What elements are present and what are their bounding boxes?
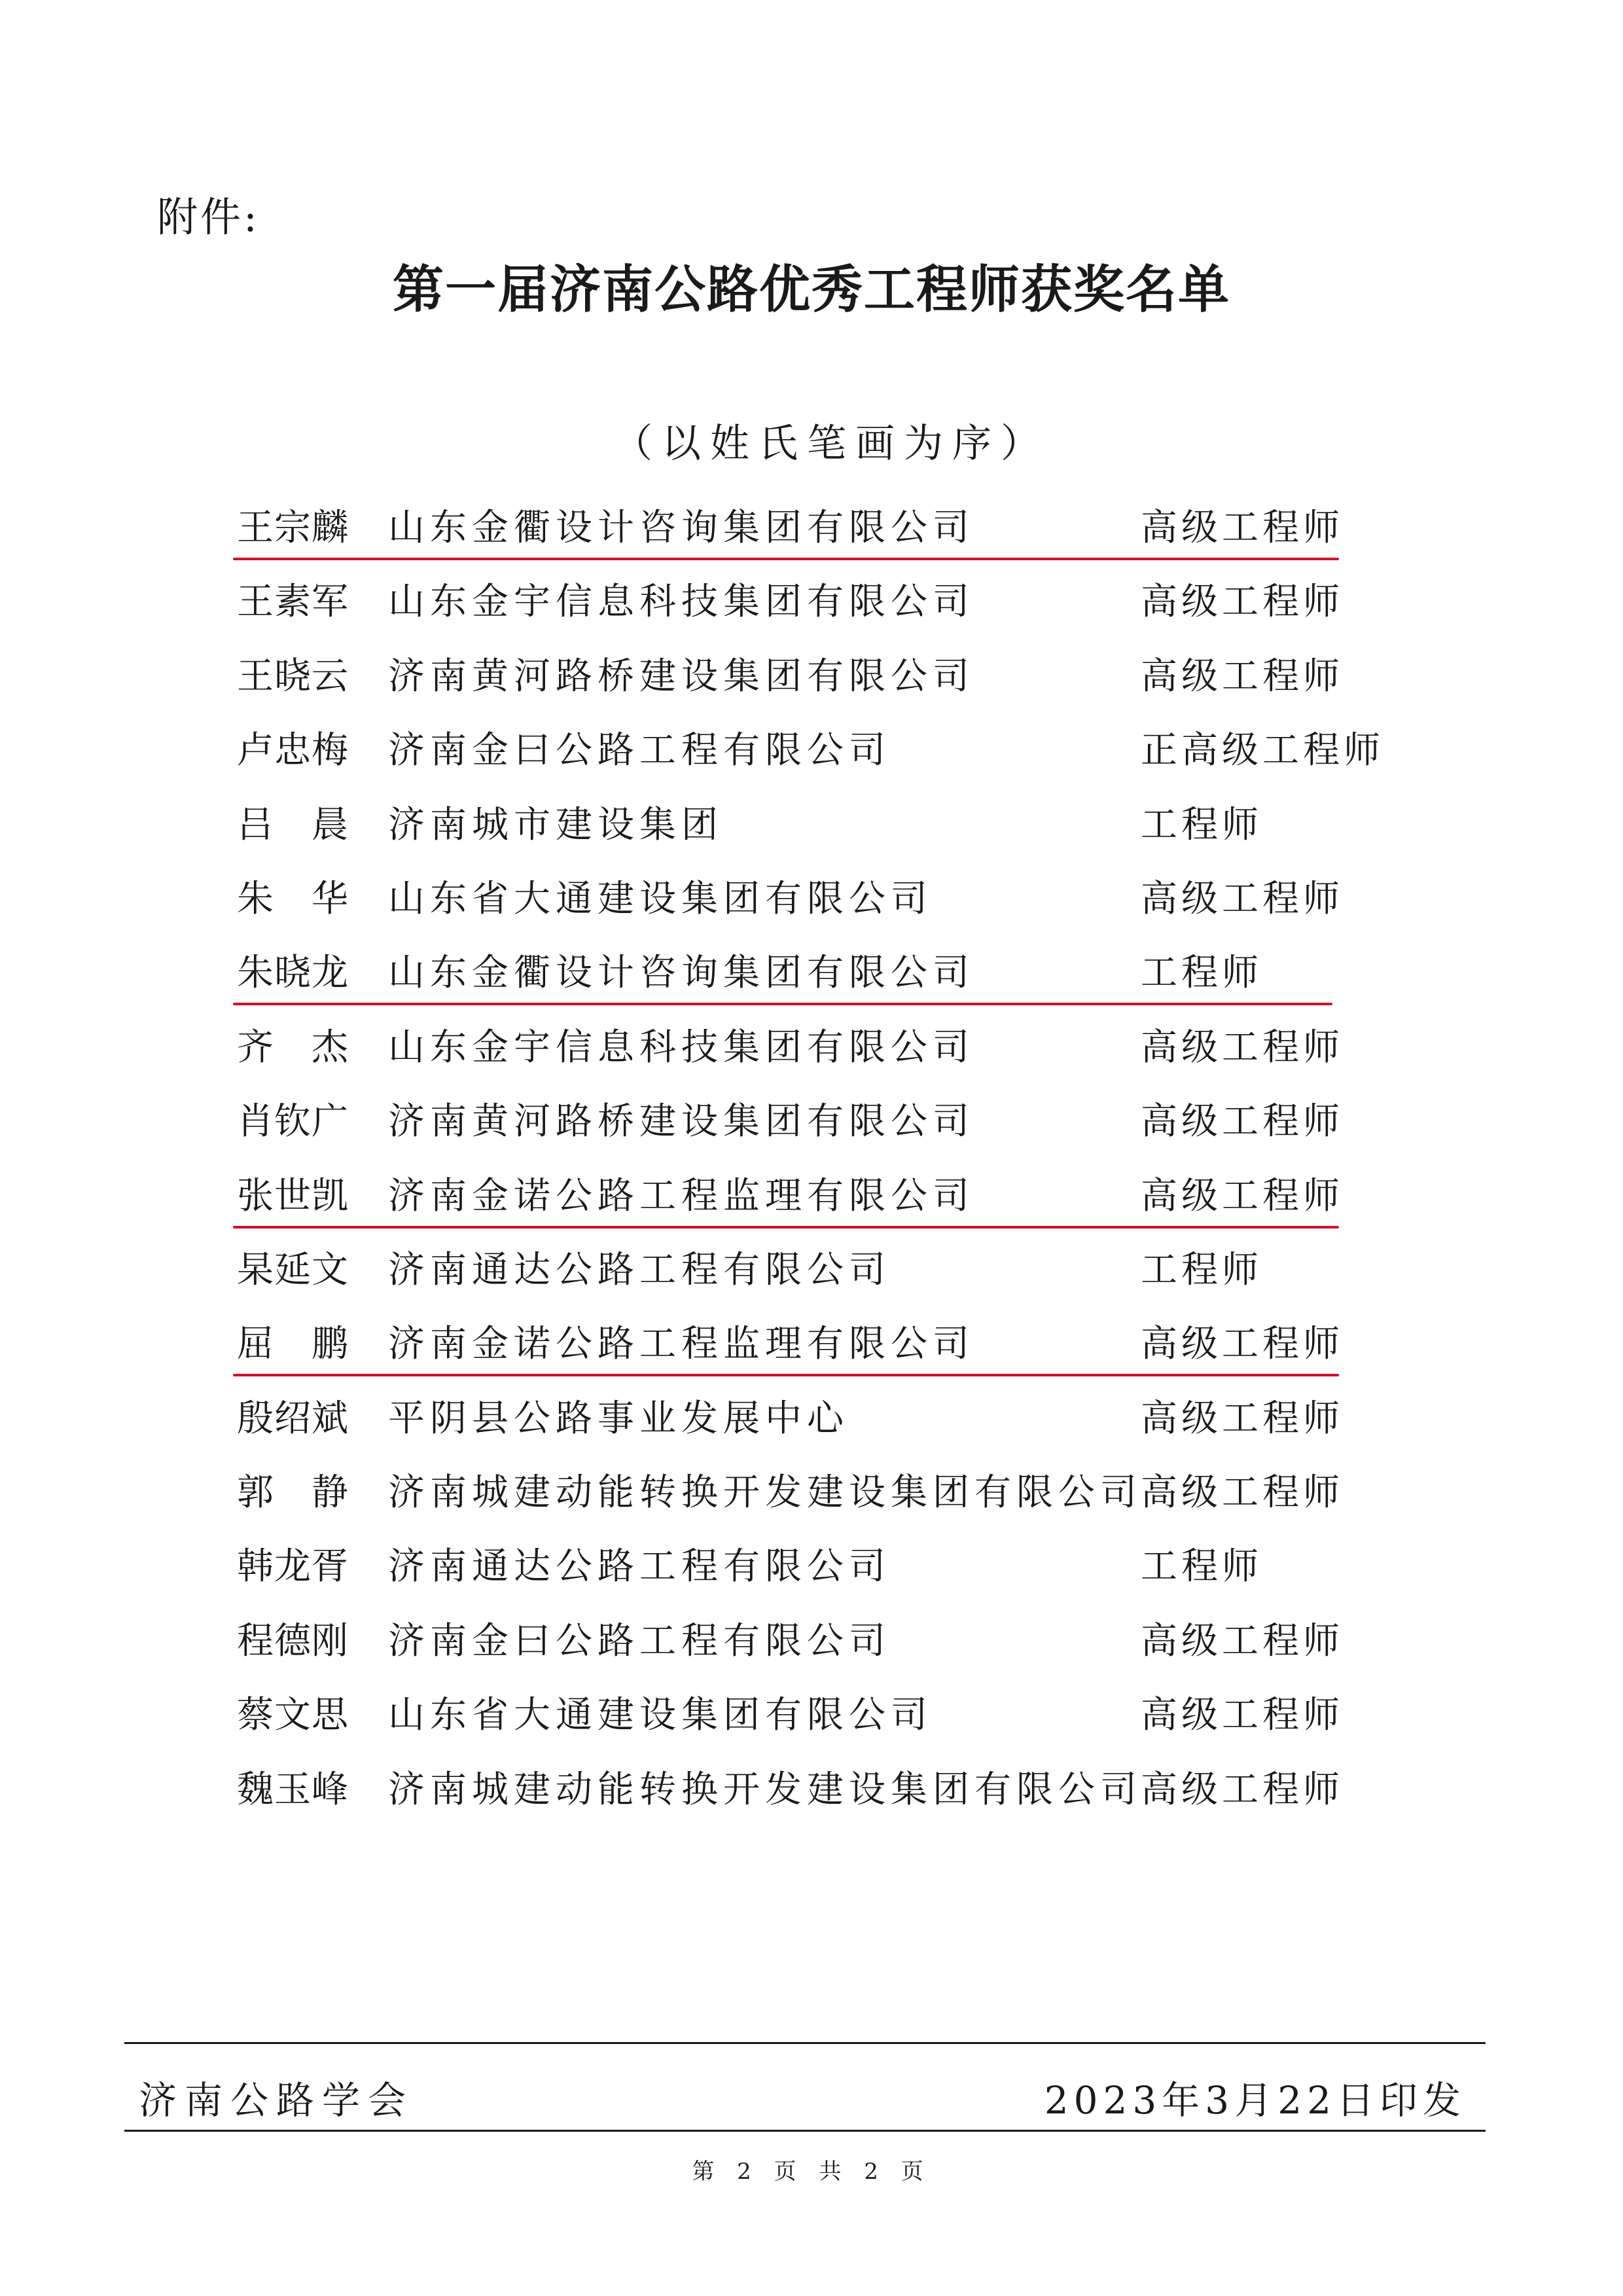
awardee-title: 高级工程师 <box>1141 1694 1344 1737</box>
awardee-title: 高级工程师 <box>1141 1471 1344 1515</box>
awardee-organization: 山东省大通建设集团有限公司 <box>388 1694 933 1737</box>
awardee-title: 高级工程师 <box>1141 1174 1344 1217</box>
awardee-title: 工程师 <box>1141 1248 1262 1291</box>
awardee-name: 王晓云 <box>237 655 348 698</box>
awardee-organization: 山东金宇信息科技集团有限公司 <box>388 581 974 624</box>
awardee-title: 高级工程师 <box>1141 1100 1344 1143</box>
awardee-name: 杲延文 <box>237 1248 348 1291</box>
awardee-name: 殷绍斌 <box>237 1397 348 1440</box>
awardee-organization: 济南金诺公路工程监理有限公司 <box>388 1323 974 1366</box>
awardee-organization: 济南黄河路桥建设集团有限公司 <box>388 655 974 698</box>
awardee-organization: 济南通达公路工程有限公司 <box>388 1248 891 1291</box>
awardee-name: 郭静 <box>237 1471 348 1515</box>
awardee-organization: 济南城建动能转换开发建设集团有限公司 <box>388 1471 1142 1515</box>
awardee-row <box>0 1754 1623 1828</box>
awardee-name: 韩龙胥 <box>237 1545 348 1588</box>
awardee-organization: 济南黄河路桥建设集团有限公司 <box>388 1100 974 1143</box>
attachment-label: 附件: <box>157 193 260 241</box>
footer-issuer: 济南公路学会 <box>139 2078 414 2123</box>
red-underline <box>233 1226 1339 1229</box>
awardee-title: 高级工程师 <box>1141 1323 1344 1366</box>
awardee-row <box>0 863 1623 937</box>
red-underline <box>233 558 1339 560</box>
awardee-row <box>0 1531 1623 1605</box>
awardee-name: 吕晨 <box>237 803 348 846</box>
awardee-organization: 济南城市建设集团 <box>388 803 723 846</box>
awardee-row <box>0 1160 1623 1234</box>
red-underline <box>233 1374 1339 1376</box>
awardee-row <box>0 566 1623 640</box>
awardee-row <box>0 1308 1623 1382</box>
awardee-row <box>0 937 1623 1011</box>
awardee-organization: 山东金宇信息科技集团有限公司 <box>388 1026 974 1069</box>
awardee-name: 肖钦广 <box>237 1100 348 1143</box>
awardee-name: 卢忠梅 <box>237 729 348 772</box>
awardee-title: 高级工程师 <box>1141 507 1344 549</box>
award-list <box>0 492 1623 1828</box>
awardee-organization: 济南金诺公路工程监理有限公司 <box>388 1174 974 1217</box>
awardee-row <box>0 1605 1623 1679</box>
awardee-name: 朱晓龙 <box>237 952 348 995</box>
awardee-name: 齐杰 <box>237 1026 348 1069</box>
document-subtitle: （以姓氏笔画为序） <box>613 421 1049 467</box>
awardee-row <box>0 1012 1623 1086</box>
awardee-name: 屈鹏 <box>237 1323 348 1366</box>
awardee-title: 高级工程师 <box>1141 655 1344 698</box>
awardee-row <box>0 641 1623 715</box>
awardee-name: 魏玉峰 <box>237 1768 348 1811</box>
footer-bottom-rule <box>124 2130 1486 2132</box>
awardee-name: 张世凯 <box>237 1174 348 1217</box>
red-underline <box>233 1003 1332 1005</box>
awardee-row <box>0 1086 1623 1160</box>
awardee-organization: 济南金曰公路工程有限公司 <box>388 729 891 772</box>
awardee-organization: 山东省大通建设集团有限公司 <box>388 877 933 920</box>
awardee-name: 朱华 <box>237 877 348 920</box>
awardee-organization: 山东金衢设计咨询集团有限公司 <box>388 507 974 549</box>
awardee-organization: 平阴县公路事业发展中心 <box>388 1397 849 1440</box>
awardee-row <box>0 789 1623 863</box>
awardee-name: 王素军 <box>237 581 348 624</box>
awardee-title: 高级工程师 <box>1141 1768 1344 1811</box>
awardee-row <box>0 492 1623 566</box>
awardee-row <box>0 1457 1623 1531</box>
awardee-title: 高级工程师 <box>1141 1026 1344 1069</box>
awardee-organization: 济南金曰公路工程有限公司 <box>388 1619 891 1662</box>
awardee-title: 高级工程师 <box>1141 1619 1344 1662</box>
awardee-organization: 山东金衢设计咨询集团有限公司 <box>388 952 974 995</box>
awardee-title: 高级工程师 <box>1141 1397 1344 1440</box>
footer-issue-date: 2023年3月22日印发 <box>1044 2078 1466 2123</box>
document-title: 第一届济南公路优秀工程师获奖名单 <box>392 260 1230 319</box>
awardee-organization: 济南城建动能转换开发建设集团有限公司 <box>388 1768 1142 1811</box>
awardee-title: 工程师 <box>1141 952 1262 995</box>
awardee-organization: 济南通达公路工程有限公司 <box>388 1545 891 1588</box>
awardee-title: 高级工程师 <box>1141 877 1344 920</box>
awardee-name: 蔡文思 <box>237 1694 348 1737</box>
awardee-title: 正高级工程师 <box>1141 729 1384 772</box>
awardee-row <box>0 1679 1623 1753</box>
footer-top-rule <box>124 2042 1486 2044</box>
awardee-title: 高级工程师 <box>1141 581 1344 624</box>
awardee-name: 程德刚 <box>237 1619 348 1662</box>
awardee-title: 工程师 <box>1141 803 1262 846</box>
awardee-name: 王宗麟 <box>237 507 348 549</box>
awardee-row <box>0 715 1623 789</box>
awardee-row <box>0 1234 1623 1308</box>
page-number: 第 2 页 共 2 页 <box>692 2159 931 2185</box>
awardee-title: 工程师 <box>1141 1545 1262 1588</box>
awardee-row <box>0 1383 1623 1457</box>
